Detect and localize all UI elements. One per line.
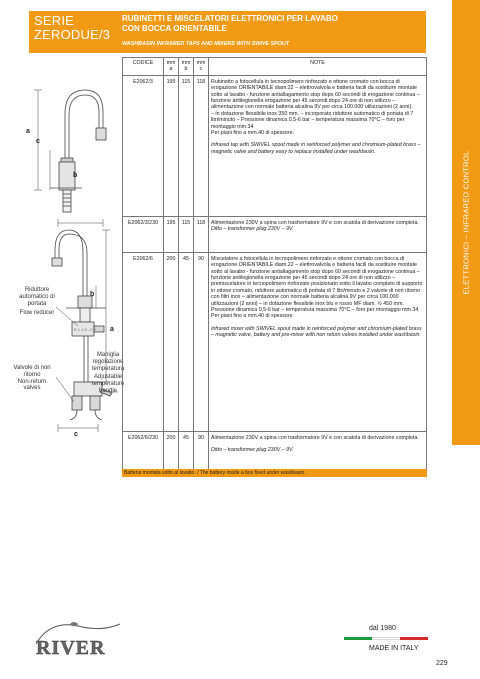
row-b: 45	[179, 431, 194, 469]
dimension-c-mixer: c	[74, 431, 78, 438]
row-a: 200	[164, 431, 179, 469]
adjustable-text: Adjustable temperature handle	[91, 374, 125, 394]
note-en: Infrared mixer with SWIVEL spout made in reinforced polymer and chromium-plated brass – magnetic valve, battery and pre-mixer with non return valves installed under washbasin.	[211, 325, 422, 339]
row-c: 118	[194, 75, 209, 216]
note-en: Infrared tap with SWIVEL spout made in reinforced polymer and chromium-plated brass – magnetic valve and battery easy to replace installed under washbasin.	[211, 142, 421, 155]
row-c: 90	[194, 252, 209, 431]
page-header	[29, 11, 426, 53]
page-number: 229	[436, 660, 448, 667]
dimension-c-tap: c	[36, 138, 40, 145]
flag-green	[344, 637, 372, 640]
row-b: 115	[179, 75, 194, 216]
title-line1: RUBINETTI E MISCELATORI ELETTRONICI PER LAVABO	[122, 14, 338, 23]
flow-reducer-label	[14, 287, 60, 317]
check-valves-label	[12, 365, 52, 392]
valvole-text: Valvole di non ritorno	[13, 365, 51, 378]
row-c: 90	[194, 431, 209, 469]
series-name	[34, 14, 110, 42]
title-line2: CON BOCCA ORIENTABILE	[122, 23, 227, 33]
cartridge-tag: E 1 1 8 - 0 2	[74, 327, 96, 332]
category-text: ELETTRONICI – INFRARED CONTROL	[461, 150, 471, 295]
non-return-text: Non-return valves	[17, 378, 47, 392]
col-mm-c: mm c	[194, 58, 209, 76]
row-a: 200	[164, 252, 179, 431]
row-code: E2062/6	[123, 252, 164, 431]
flag-red	[400, 637, 428, 640]
col-mm-b: mm b	[179, 58, 194, 76]
product-drawings	[10, 60, 122, 460]
category-label	[452, 0, 480, 445]
river-logo	[30, 618, 126, 658]
dimension-b-tap: b	[73, 172, 78, 179]
row-code: E2062/3	[123, 75, 164, 216]
row-note	[209, 216, 427, 252]
row-c: 118	[194, 216, 209, 252]
note-en: Ditto – transformer plug 230V – 9V.	[211, 447, 294, 454]
note-it: Rubinetto a fotocellula in tecnopolimero rinforzato e ottone cromato con bocca di erogazione ORIENTABILE diam.22 – elettrovalvola e batteria facili da sostituire montate sotto al lavabo - funzione antiallagamento stop dopo 60 secondi di erogazione continua – funzione antilegionella erogazione per 45 secondi dopo 24 ore di non utilizzo – alimentazione con normale batteria alcalina 9V per circa 100.000 utilizzazioni (2 anni). – in dotazione flessibile inox 350 mm. – incorporato riduttore automatico di portata di 7 litri/minuto – Pressione dinamica 0,5-6 bar – temperatura massima 70°C – foro per montaggio mm.34 Per piani fino a mm.40 di spessore.	[211, 78, 420, 137]
flag-white	[372, 637, 400, 640]
note-it: Alimentazione 230V a spina con trasformatore 9V e con scatola di derivazione completa.	[211, 434, 419, 441]
col-mm-a: mm a	[164, 58, 179, 76]
made-in-italy: MADE IN ITALY	[369, 645, 419, 652]
row-note	[209, 252, 427, 431]
dimension-b-mixer: b	[90, 291, 95, 298]
table-row	[123, 216, 427, 252]
note-en: Ditto – transformer plug 230V – 9V.	[211, 226, 294, 233]
row-a: 195	[164, 216, 179, 252]
page-title	[122, 14, 422, 33]
battery-footnote: Batteria montata sotto al lavabo. / The battery inside a box fixed under washbasin.	[122, 469, 427, 477]
table-header-row	[123, 58, 427, 76]
dimension-a-mixer: a	[110, 326, 114, 333]
since-year: dal 1980	[369, 625, 396, 632]
riduttore-text: Riduttore automatico di portata	[19, 287, 55, 307]
maniglia-text: Maniglia regolazione temperatura	[91, 352, 125, 372]
row-note	[209, 75, 427, 216]
series-line2: ZERODUE/3	[34, 27, 111, 42]
row-note	[209, 431, 427, 469]
page-subtitle: WASHBASIN INFRARED TAPS AND MIXERS WITH SWIVE SPOUT	[122, 41, 290, 47]
note-it: Alimentazione 230V a spina con trasformatore 9V e con scatola di derivazione completa.	[211, 219, 419, 226]
italy-flag	[344, 637, 428, 640]
series-line1: SERIE	[34, 13, 75, 28]
col-code: CODICE	[123, 58, 164, 76]
row-b: 45	[179, 252, 194, 431]
note-it: Miscelatore a fotocellula in tecnopolimero rinforzato e ottone cromato con bocca di erogazione ORIENTABILE diam.22 – elettrovalvola e batteria facili da sostituire montate sotto al lavabo - funzione antiallagamento stop dopo 60 secondi di erogazione continua – funzione antilegionella erogazione per 45 secondi dopo 24 ore di non utilizzo – premiscelatore in tecnopolimero rinforzato posizionato sotto il lavabo completo di supporto in ottone cromato, riduttore automatico di portata di 7 litri/minuto e 2 valvole di non ritorno con filtri inox – alimentazione con normale batteria alcalina 9V per circa 100.000 utilizzazioni (2 anni) – in dotazione flessibile inox blu e rosso MF diam. ½ 450 mm. Pressione dinamica 0,5-6 bar – temperatura massima 70°C – foro per montaggio mm.34 Per piani fino a mm.40 di spessore	[211, 255, 423, 320]
dimension-a-tap: a	[26, 128, 30, 135]
row-a: 195	[164, 75, 179, 216]
col-note: NOTE	[209, 58, 427, 76]
table-row	[123, 252, 427, 431]
row-b: 115	[179, 216, 194, 252]
logo-text: RIVER	[36, 637, 106, 658]
tap-drawing-e2062-3	[34, 90, 106, 227]
table-row	[123, 75, 427, 216]
table-row	[123, 431, 427, 469]
spec-table	[122, 57, 427, 470]
flow-reducer-text: Flow reducer	[19, 310, 55, 317]
row-code: E2062/6/230	[123, 431, 164, 469]
row-code: E2062/3/230	[123, 216, 164, 252]
